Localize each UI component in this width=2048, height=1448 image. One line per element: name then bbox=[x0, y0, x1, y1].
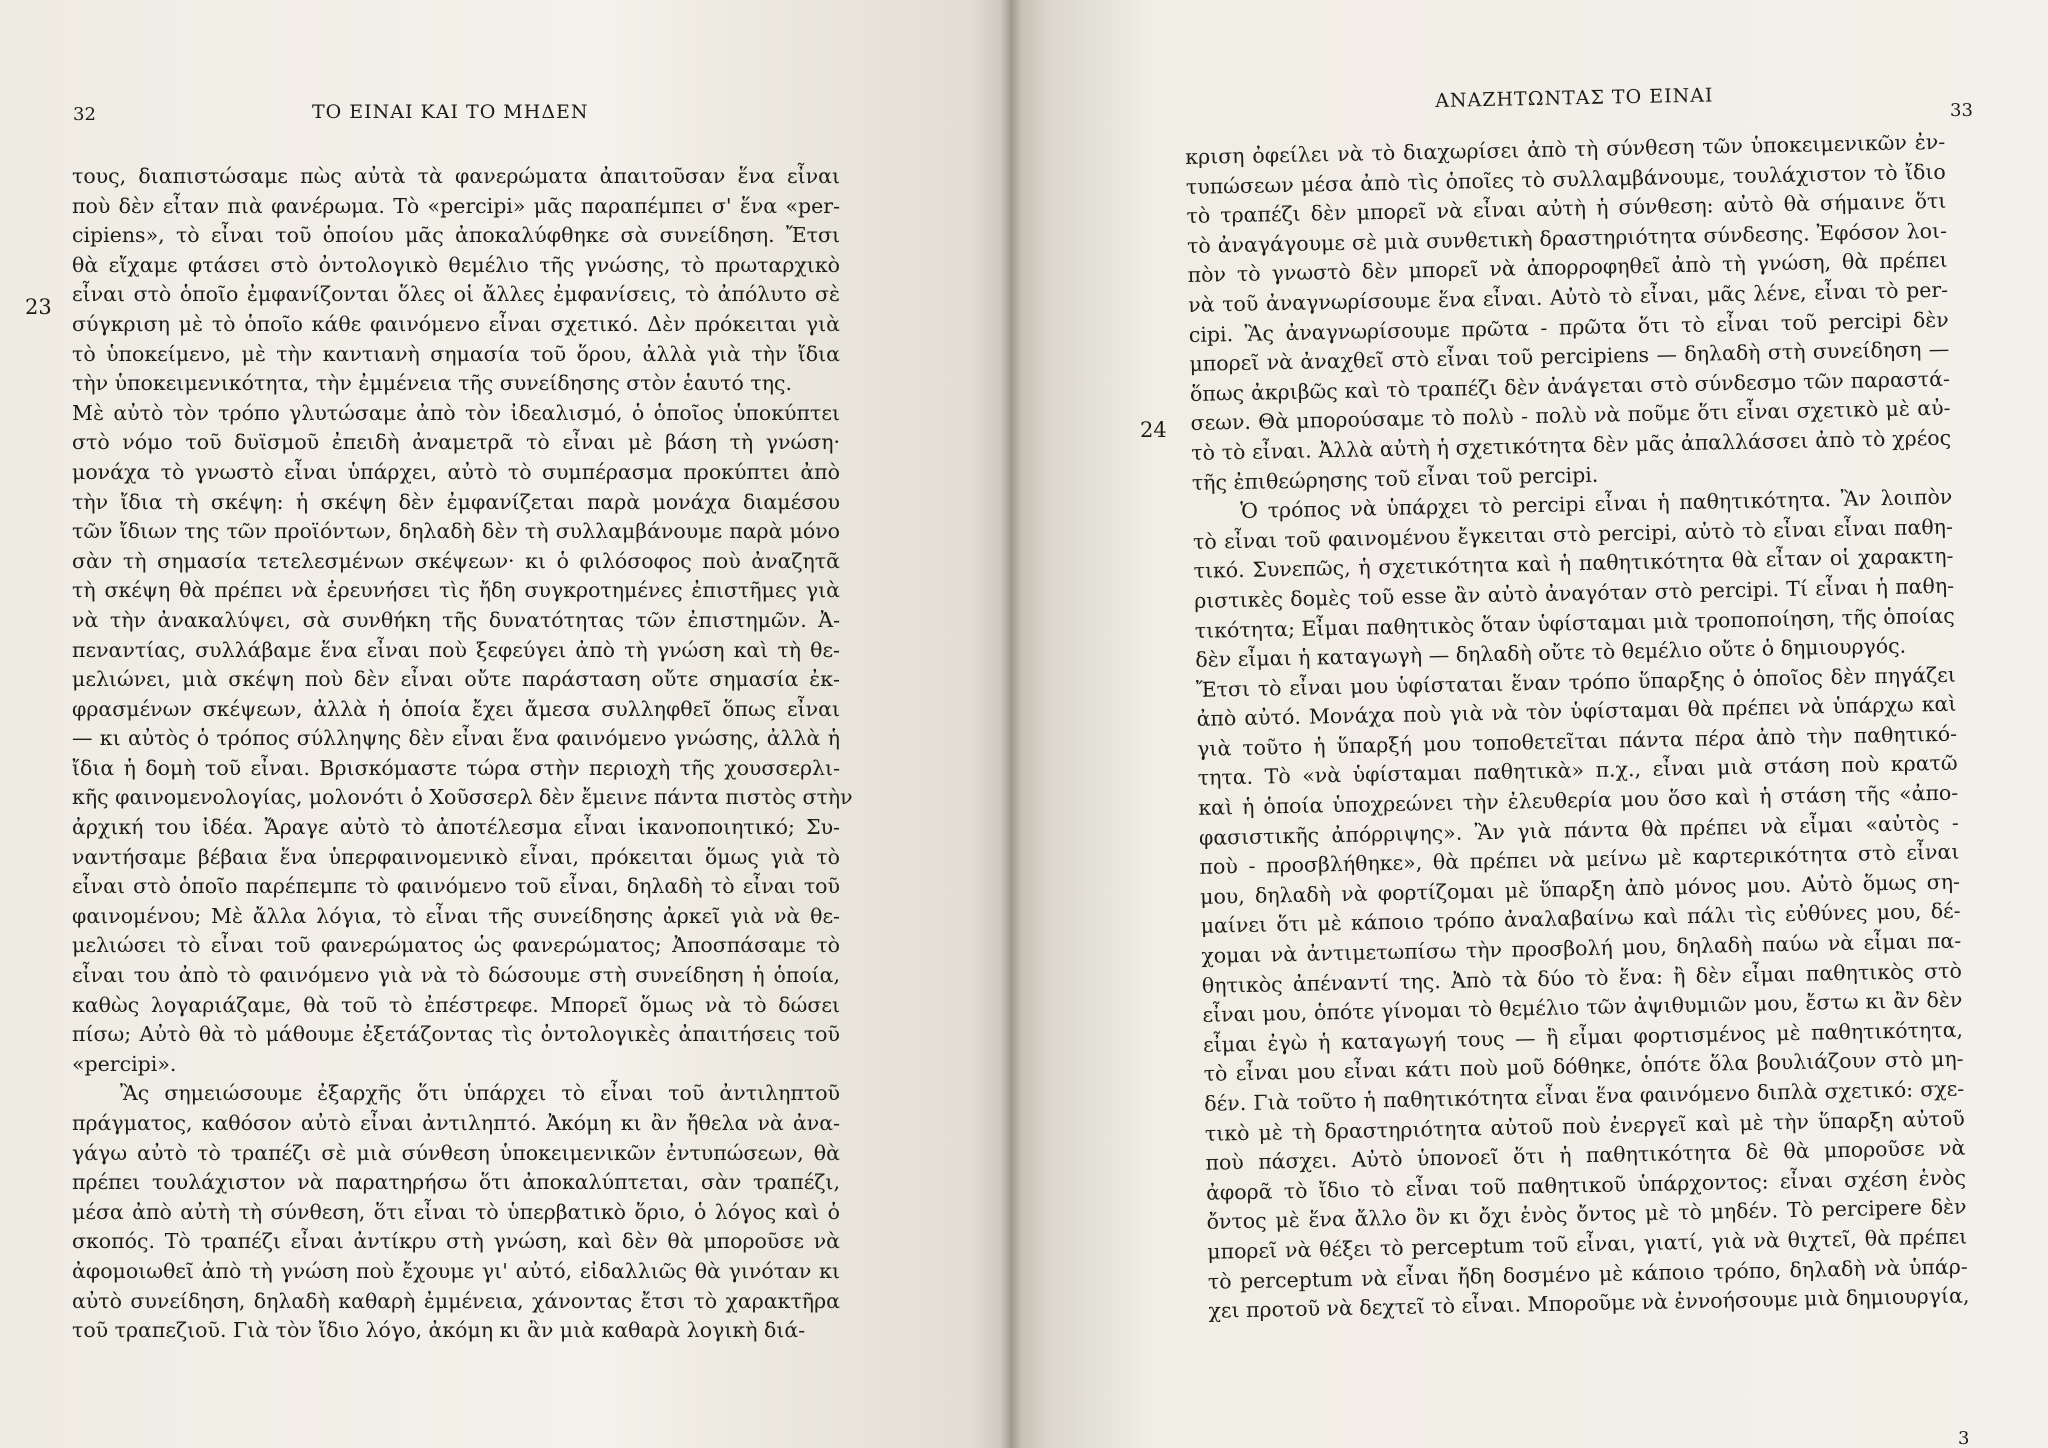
text-line: κριση ὀφείλει νὰ τὸ διαχωρίσει ἀπὸ τὴ σύνθεση τῶν ὑποκειμενικῶν ἐν- bbox=[1185, 129, 1946, 169]
text-line: μελιώσει τὸ εἶναι τοῦ φανερώματος ὡς φανερώματος; Ἀποσπάσαμε τὸ bbox=[72, 933, 840, 958]
text-line: τὸ τὸ εἶναι. Ἀλλὰ αὐτὴ ἡ σχετικότητα δὲν μᾶς ἀπαλλάσσει ἀπὸ τὸ χρέος bbox=[1190, 425, 1952, 465]
text-line: φρασμένων σκέψεων, ἀλλὰ ἡ ὁποία ἔχει ἄμεσα συλληφθεῖ ὅπως εἶναι bbox=[72, 696, 840, 721]
text-line: μπορεῖ νὰ ἀναχθεῖ στὸ εἶναι τοῦ percipiens — δηλαδὴ στὴ συνείδηση — bbox=[1189, 336, 1950, 377]
text-line: δέν. Γιὰ τοῦτο ἡ παθητικότητα εἶναι ἕνα φαινόμενο διπλὰ σχετικό: σχε- bbox=[1204, 1076, 1965, 1116]
text-line: ποὺ δὲν εἶταν πιὰ φανέρωμα. Τὸ «percipi» μᾶς παραπέμπει σ' ἕνα «per- bbox=[72, 193, 840, 218]
text-line: ριστικὲς δομὲς τοῦ esse ἂν αὐτὸ ἀναγόταν στὸ percipi. Τί εἶναι ἡ παθη- bbox=[1193, 573, 1955, 613]
text-line: ὄντος μὲ ἕνα ἄλλο ὂν κι ὄχι ἑνὸς ὄντος μὲ τὸ μηδέν. Τὸ percipere δὲν bbox=[1206, 1194, 1967, 1235]
text-line: τυπώσεων μέσα ἀπὸ τὶς ὁποῖες τὸ συλλαμβάνουμε, τουλάχιστον τὸ ἴδιο bbox=[1185, 159, 1946, 199]
text-line: τὸ εἶναι τοῦ φαινομένου ἔγκειται στὸ percipi, αὐτὸ τὸ εἶναι εἶναι παθη- bbox=[1192, 514, 1954, 554]
right-footer-mark: 3 bbox=[1958, 1428, 1970, 1448]
left-page-number: 32 bbox=[73, 104, 96, 125]
text-line: τικό. Συνεπῶς, ἡ σχετικότητα καὶ ἡ παθητικότητα θὰ εἶταν οἱ χαρακτη- bbox=[1193, 543, 1954, 584]
text-line: τους, διαπιστώσαμε πὼς αὐτὰ τὰ φανερώματα ἀπαιτοῦσαν ἕνα εἶναι bbox=[72, 164, 840, 188]
text-line: μου, δηλαδὴ νὰ φορτίζομαι μὲ ὕπαρξη ἀπὸ μόνος μου. Αὐτὸ ὅμως ση- bbox=[1199, 869, 1961, 909]
text-line: — κι αὐτὸς ὁ τρόπος σύλληψης δὲν εἶναι ἕνα φαινόμενο γνώσης, ἀλλὰ ἡ bbox=[72, 726, 840, 751]
text-line: αὐτὸ συνείδηση, δηλαδὴ καθαρὴ ἐμμένεια, χάνοντας ἔτσι τὸ χαρακτῆρα bbox=[72, 1288, 840, 1313]
text-line: μέσα ἀπὸ αὐτὴ τὴ σύνθεση, ὅτι εἶναι τὸ ὑπερβατικὸ ὅριο, ὁ λόγος καὶ ὁ bbox=[72, 1199, 840, 1224]
text-line: φαινομένου; Μὲ ἄλλα λόγια, τὸ εἶναι τῆς συνείδησης ἀρκεῖ γιὰ νὰ θε- bbox=[72, 903, 840, 928]
text-line: στὸ νόμο τοῦ δυϊσμοῦ ἐπειδὴ ἀναμετρᾶ τὸ εἶναι μὲ βάση τὴ γνώση· bbox=[72, 430, 840, 455]
text-line: ὅπως ἀκριβῶς καὶ τὸ τραπέζι δὲν ἀνάγεται στὸ σύνδεσμο τῶν παραστά- bbox=[1189, 366, 1951, 406]
text-line: μελιώνει, μιὰ σκέψη ποὺ δὲν εἶναι οὔτε παράσταση οὔτε σημασία ἐκ- bbox=[72, 667, 840, 692]
text-line: τὸ perceptum νὰ εἶναι ἤδη δοσμένο μὲ κάποιο τρόπο, δηλαδὴ νὰ ὑπάρ- bbox=[1207, 1254, 1968, 1294]
text-line: νὰ τὴν ἀνακαλύψει, σὰ συνθήκη τῆς δυνατότητας τῶν ἐπιστημῶν. Ἀ- bbox=[72, 607, 840, 632]
left-body-text bbox=[72, 162, 853, 1346]
text-line: εἶναι στὸ ὁποῖο παρέπεμπε τὸ φαινόμενο τοῦ εἶναι, δηλαδὴ τὸ εἶναι τοῦ bbox=[72, 874, 840, 899]
text-line: πὸν τὸ γνωστὸ δὲν μπορεῖ νὰ ἀπορροφηθεῖ ἀπὸ τὴ γνώση, θὰ πρέπει bbox=[1187, 248, 1948, 288]
right-page-number: 33 bbox=[1950, 100, 1973, 121]
text-line: τικότητα; Εἶμαι παθητικὸς ὅταν ὑφίσταμαι μιὰ τροποποίηση, τῆς ὁποίας bbox=[1194, 603, 1955, 643]
text-line: θὰ εἴχαμε φτάσει στὸ ὀντολογικὸ θεμέλιο τῆς γνώσης, τὸ πρωταρχικὸ bbox=[72, 252, 840, 277]
text-line: cipi. Ἂς ἀναγνωρίσουμε πρῶτα - πρῶτα ὅτι τὸ εἶναι τοῦ percipi δὲν bbox=[1188, 307, 1949, 347]
text-line: Μὲ αὐτὸ τὸν τρόπο γλυτώσαμε ἀπὸ τὸν ἰδεαλισμό, ὁ ὁποῖος ὑποκύπτει bbox=[72, 400, 840, 425]
text-line: χομαι νὰ ἀντιμετωπίσω τὴν προσβολή μου, δηλαδὴ παύω νὰ εἶμαι πα- bbox=[1201, 928, 1962, 968]
text-line: μπορεῖ νὰ θέξει τὸ perceptum τοῦ εἶναι, γιατί, γιὰ νὰ θιχτεῖ, θὰ πρέπει bbox=[1207, 1224, 1968, 1264]
left-running-head: ΤΟ ΕΙΝΑΙ ΚΑΙ ΤΟ ΜΗΔΕΝ bbox=[312, 101, 589, 123]
text-line: τὸ ἀναγάγουμε σὲ μιὰ συνθετικὴ δραστηριότητα σύνδεσης. Ἐφόσον λοι- bbox=[1186, 218, 1948, 258]
right-page bbox=[1010, 0, 2048, 1448]
text-line: Ἔτσι τὸ εἶναι μου ὑφίσταται ἕναν τρόπο ὕπαρξης ὁ ὁποῖος δὲν πηγάζει bbox=[1195, 662, 1957, 702]
text-line: σὰν τὴ σημασία τετελεσμένων σκέψεων· κι ὁ φιλόσοφος ποὺ ἀναζητᾶ bbox=[72, 548, 840, 573]
right-margin-marker: 24 bbox=[1140, 418, 1167, 442]
text-line: τὴν ὑποκειμενικότητα, τὴν ἐμμένεια τῆς συνείδησης στὸν ἑαυτό της. bbox=[72, 371, 793, 396]
text-line: ἴδια ἡ δομὴ τοῦ εἶναι. Βρισκόμαστε τώρα στὴν περιοχὴ τῆς χουσσερλι- bbox=[72, 755, 840, 780]
text-line: πρέπει τουλάχιστον νὰ παρατηρήσω ὅτι ἀποκαλύπτεται, σὰν τραπέζι, bbox=[72, 1170, 840, 1195]
left-margin-marker: 23 bbox=[25, 295, 52, 319]
text-line: κῆς φαινομενολογίας, μολονότι ὁ Χοῦσσερλ δὲν ἔμεινε πάντα πιστὸς στὴν bbox=[72, 785, 853, 810]
text-line: Ἂς σημειώσουμε ἐξαρχῆς ὅτι ὑπάρχει τὸ εἶναι τοῦ ἀντιληπτοῦ bbox=[120, 1081, 840, 1106]
text-line: εἶναι του ἀπὸ τὸ φαινόμενο γιὰ νὰ τὸ δώσουμε στὴ συνείδηση ἡ ὁποία, bbox=[72, 963, 840, 988]
text-line: πίσω; Αὐτὸ θὰ τὸ μάθουμε ἐξετάζοντας τὶς ὀντολογικὲς ἀπαιτήσεις τοῦ bbox=[72, 1022, 840, 1047]
text-line: τῶν ἴδιων της τῶν προϊόντων, δηλαδὴ δὲν τὴ συλλαμβάνουμε παρὰ μόνο bbox=[72, 519, 840, 544]
text-line: ἀφορᾶ τὸ ἴδιο τὸ εἶναι τοῦ παθητικοῦ ὑπάρχοντος: εἶναι σχέση ἑνὸς bbox=[1205, 1165, 1967, 1205]
text-line: πεναντίας, συλλάβαμε ἕνα εἶναι ποὺ ξεφεύγει ἀπὸ τὴ γνώση καὶ τὴ θε- bbox=[72, 637, 840, 662]
text-line: σύγκριση μὲ τὸ ὁποῖο κάθε φαινόμενο εἶναι σχετικό. Δὲν πρόκειται γιὰ bbox=[72, 311, 840, 336]
text-line: χει προτοῦ νὰ δεχτεῖ τὸ εἶναι. Μποροῦμε νὰ ἐννοήσουμε μιὰ δημιουργία, bbox=[1208, 1283, 1970, 1323]
text-line: εἶναι μου, ὁπότε γίνομαι τὸ θεμέλιο τῶν ἀψιθυμιῶν μου, ἔστω κι ἂν δὲν bbox=[1202, 987, 1963, 1028]
text-line: τικὸ μὲ τὴ δραστηριότητα αὐτοῦ ποὺ ἐνεργεῖ καὶ μὲ τὴν ὕπαρξη αὐτοῦ bbox=[1204, 1106, 1965, 1146]
text-line: μονάχα τὸ γνωστὸ εἶναι ὑπάρχει, αὐτὸ τὸ συμπέρασμα προκύπτει ἀπὸ bbox=[72, 459, 840, 484]
text-line: γιὰ τοῦτο ἡ ὕπαρξή μου τοποθετεῖται πάντα πέρα ἀπὸ τὴν παθητικό- bbox=[1196, 721, 1958, 761]
text-line: μαίνει ὅτι μὲ κάποιο τρόπο ἀναλαβαίνω καὶ πάλι τὶς εὐθύνες μου, δέ- bbox=[1200, 899, 1961, 939]
text-line: πράγματος, καθόσον αὐτὸ εἶναι ἀντιληπτό. Ἀκόμη κι ἂν ἤθελα νὰ ἀνα- bbox=[72, 1111, 840, 1135]
book-gutter bbox=[1000, 0, 1022, 1448]
text-line: τὴν ἴδια τὴ σκέψη: ἡ σκέψη δὲν ἐμφανίζεται παρὰ μονάχα διαμέσου bbox=[72, 489, 840, 514]
text-line: ναντήσαμε βέβαια ἕνα ὑπερφαινομενικὸ εἶναι, πρόκειται ὅμως γιὰ τὸ bbox=[72, 844, 840, 869]
text-line: τῆς ἐπιθεώρησης τοῦ εἶναι τοῦ percipi. bbox=[1191, 462, 1599, 495]
text-line: Ὁ τρόπος νὰ ὑπάρχει τὸ percipi εἶναι ἡ παθητικότητα. Ἂν λοιπὸν bbox=[1240, 484, 1953, 524]
text-line: τὸ εἶναι μου εἶναι κάτι ποὺ μοῦ δόθηκε, ὁπότε ὅλα βουλιάζουν στὸ μη- bbox=[1203, 1046, 1964, 1087]
text-line: ἀρχική του ἰδέα. Ἄραγε αὐτὸ τὸ ἀποτέλεσμα εἶναι ἱκανοποιητικό; Συ- bbox=[72, 815, 840, 840]
text-line: καθὼς λογαριάζαμε, θὰ τοῦ τὸ ἐπέστρεφε. Μπορεῖ ὅμως νὰ τὸ δώσει bbox=[72, 992, 840, 1017]
text-line: ἀπὸ αὐτό. Μονάχα ποὺ γιὰ νὰ τὸν ὑφίσταμαι θὰ πρέπει νὰ ὑπάρχω καὶ bbox=[1196, 691, 1957, 732]
text-line: σκοπός. Τὸ τραπέζι εἶναι ἀντίκρυ στὴ γνώση, καὶ δὲν θὰ μποροῦσε νὰ bbox=[72, 1229, 840, 1254]
text-line: «percipi». bbox=[72, 1051, 177, 1076]
text-line: τὸ ὑποκείμενο, μὲ τὴν καντιανὴ σημασία τοῦ ὅρου, ἀλλὰ γιὰ τὴν ἴδια bbox=[72, 341, 840, 366]
text-line: τὸ τραπέζι δὲν μπορεῖ νὰ εἶναι αὐτὴ ἡ σύνθεση: αὐτὸ θὰ σήμαινε ὅτι bbox=[1186, 188, 1947, 229]
right-running-head: ΑΝΑΖΗΤΩΝΤΑΣ ΤΟ ΕΙΝΑΙ bbox=[1435, 84, 1714, 112]
text-line: τητα. Τὸ «νὰ ὑφίσταμαι παθητικὰ» π.χ., εἶναι μιὰ στάση ποὺ κρατῶ bbox=[1197, 751, 1958, 791]
text-line: ποὺ - προσβλήθηκε», θὰ πρέπει νὰ μείνω μὲ καρτερικότητα στὸ εἶναι bbox=[1199, 839, 1960, 880]
text-line: νὰ τοῦ ἀναγνωρίσουμε ἕνα εἶναι. Αὐτὸ τὸ εἶναι, μᾶς λένε, εἶναι τὸ per- bbox=[1188, 277, 1949, 317]
text-line: σεων. Θὰ μπορούσαμε τὸ πολὺ - πολὺ νὰ ποῦμε ὅτι εἶναι σχετικὸ μὲ αὐ- bbox=[1190, 396, 1951, 436]
text-line: εἶναι στὸ ὁποῖο ἐμφανίζονται ὅλες οἱ ἄλλες ἐμφανίσεις, τὸ ἀπόλυτο σὲ bbox=[72, 282, 840, 307]
text-line: εἶμαι ἐγὼ ἡ καταγωγή τους — ἢ εἶμαι φορτισμένος μὲ παθητικότητα, bbox=[1202, 1017, 1964, 1057]
text-line: φασιστικῆς ἀπόρριψης». Ἂν γιὰ πάντα θὰ πρέπει νὰ εἶμαι «αὐτὸς - bbox=[1198, 810, 1960, 850]
text-line: τοῦ τραπεζιοῦ. Γιὰ τὸν ἴδιο λόγο, ἀκόμη κι ἂν μιὰ καθαρὰ λογικὴ διά- bbox=[72, 1318, 806, 1343]
left-page bbox=[0, 0, 1010, 1448]
text-line: τὴ σκέψη θὰ πρέπει νὰ ἐρευνήσει τὶς ἤδη συγκροτημένες ἐπιστῆμες γιὰ bbox=[72, 578, 840, 603]
text-line: καὶ ἡ ὁποία ὑποχρεώνει τὴν ἐλευθερία μου ὅσο καὶ ἡ στάση τῆς «ἀπο- bbox=[1198, 780, 1959, 820]
text-line: cipiens», τὸ εἶναι τοῦ ὁποίου μᾶς ἀποκαλύφθηκε σὰ συνείδηση. Ἔτσι bbox=[72, 223, 840, 248]
text-line: ποὺ πάσχει. Αὐτὸ ὑπονοεῖ ὅτι ἡ παθητικότητα δὲ θὰ μποροῦσε νὰ bbox=[1205, 1135, 1966, 1175]
text-line: δὲν εἶμαι ἡ καταγωγὴ — δηλαδὴ οὔτε τὸ θεμέλιο οὔτε ὁ δημιουργός. bbox=[1195, 633, 1907, 672]
right-body-text bbox=[1185, 128, 1969, 1327]
text-line: γάγω αὐτὸ τὸ τραπέζι σὲ μιὰ σύνθεση ὑποκειμενικῶν ἐντυπώσεων, θὰ bbox=[72, 1140, 840, 1165]
text-line: ἀφομοιωθεῖ ἀπὸ τὴ γνώση ποὺ ἔχουμε γι' αὐτό, εἰδαλλιῶς θὰ γινόταν κι bbox=[72, 1258, 840, 1283]
text-line: θητικὸς ἀπέναντί της. Ἀπὸ τὰ δύο τὸ ἕνα: ἢ δὲν εἶμαι παθητικὸς στὸ bbox=[1201, 958, 1962, 998]
